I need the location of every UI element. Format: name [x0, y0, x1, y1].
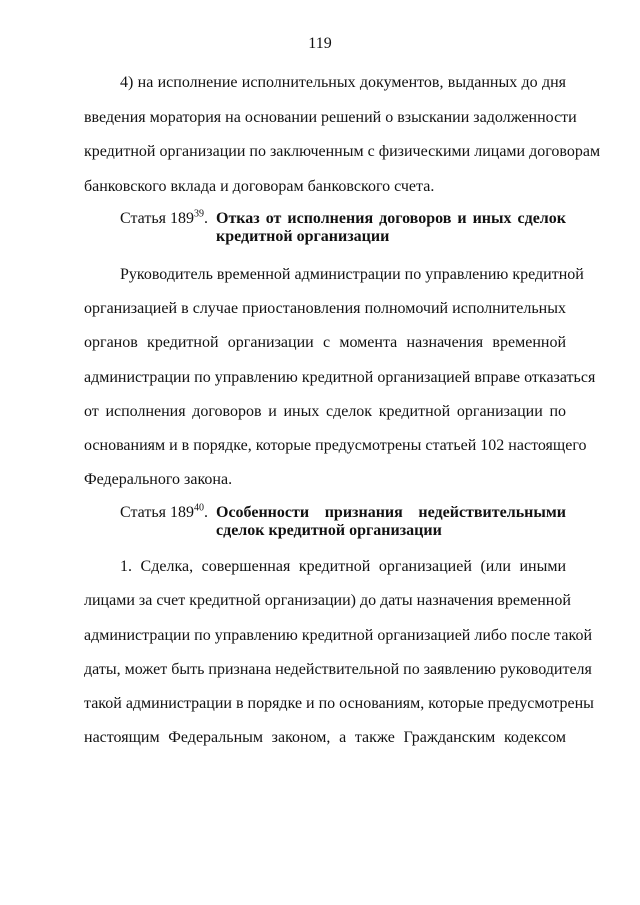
paragraph-line: от исполнения договоров и иных сделок кредитной организации по	[84, 403, 566, 420]
paragraph-line: организацией в случае приостановления полномочий исполнительных	[84, 300, 566, 317]
article-label: Статья $189^{39}$.	[120, 208, 208, 227]
paragraph-line: Федерального закона.	[84, 471, 233, 488]
paragraph-line: такой администрации в порядке и по основаниям, которые предусмотрены	[84, 695, 594, 712]
paragraph-line: Руководитель временной администрации по управлению кредитной	[120, 266, 584, 283]
article-label: Статья $189^{40}$.	[120, 502, 208, 521]
paragraph-line: банковского вклада и договорам банковского счета.	[84, 178, 435, 195]
paragraph-line: основаниям и в порядке, которые предусмотрены статьей 102 настоящего	[84, 437, 587, 454]
paragraph-line: органов кредитной организации с момента назначения временной	[84, 334, 566, 351]
paragraph-line: даты, может быть признана недействительной по заявлению руководителя	[84, 661, 592, 678]
paragraph-line: 1. Сделка, совершенная кредитной организацией (или иными	[120, 558, 566, 575]
page-number: 119	[308, 35, 332, 52]
paragraph-line: 4) на исполнение исполнительных документов, выданных до дня	[120, 74, 566, 91]
article-superscript: 40	[193, 502, 204, 514]
article-superscript: 39	[193, 208, 204, 220]
paragraph-line: администрации по управлению кредитной организацией либо после такой	[84, 627, 592, 644]
paragraph-line: лицами за счет кредитной организации) до даты назначения временной	[84, 592, 571, 609]
paragraph-line: администрации по управлению кредитной организацией вправе отказаться	[84, 369, 596, 386]
article-title: Отказ от исполнения договоров и иных сделок кредитной организации	[216, 210, 566, 245]
article-title: Особенности признания недействительными сделок кредитной организации	[216, 504, 566, 539]
paragraph-line: кредитной организации по заключенным с физическими лицами договорам	[84, 143, 601, 160]
paragraph-line: настоящим Федеральным законом, а также Гражданским кодексом	[84, 729, 566, 746]
paragraph-line: введения моратория на основании решений о взыскании задолженности	[84, 109, 577, 126]
